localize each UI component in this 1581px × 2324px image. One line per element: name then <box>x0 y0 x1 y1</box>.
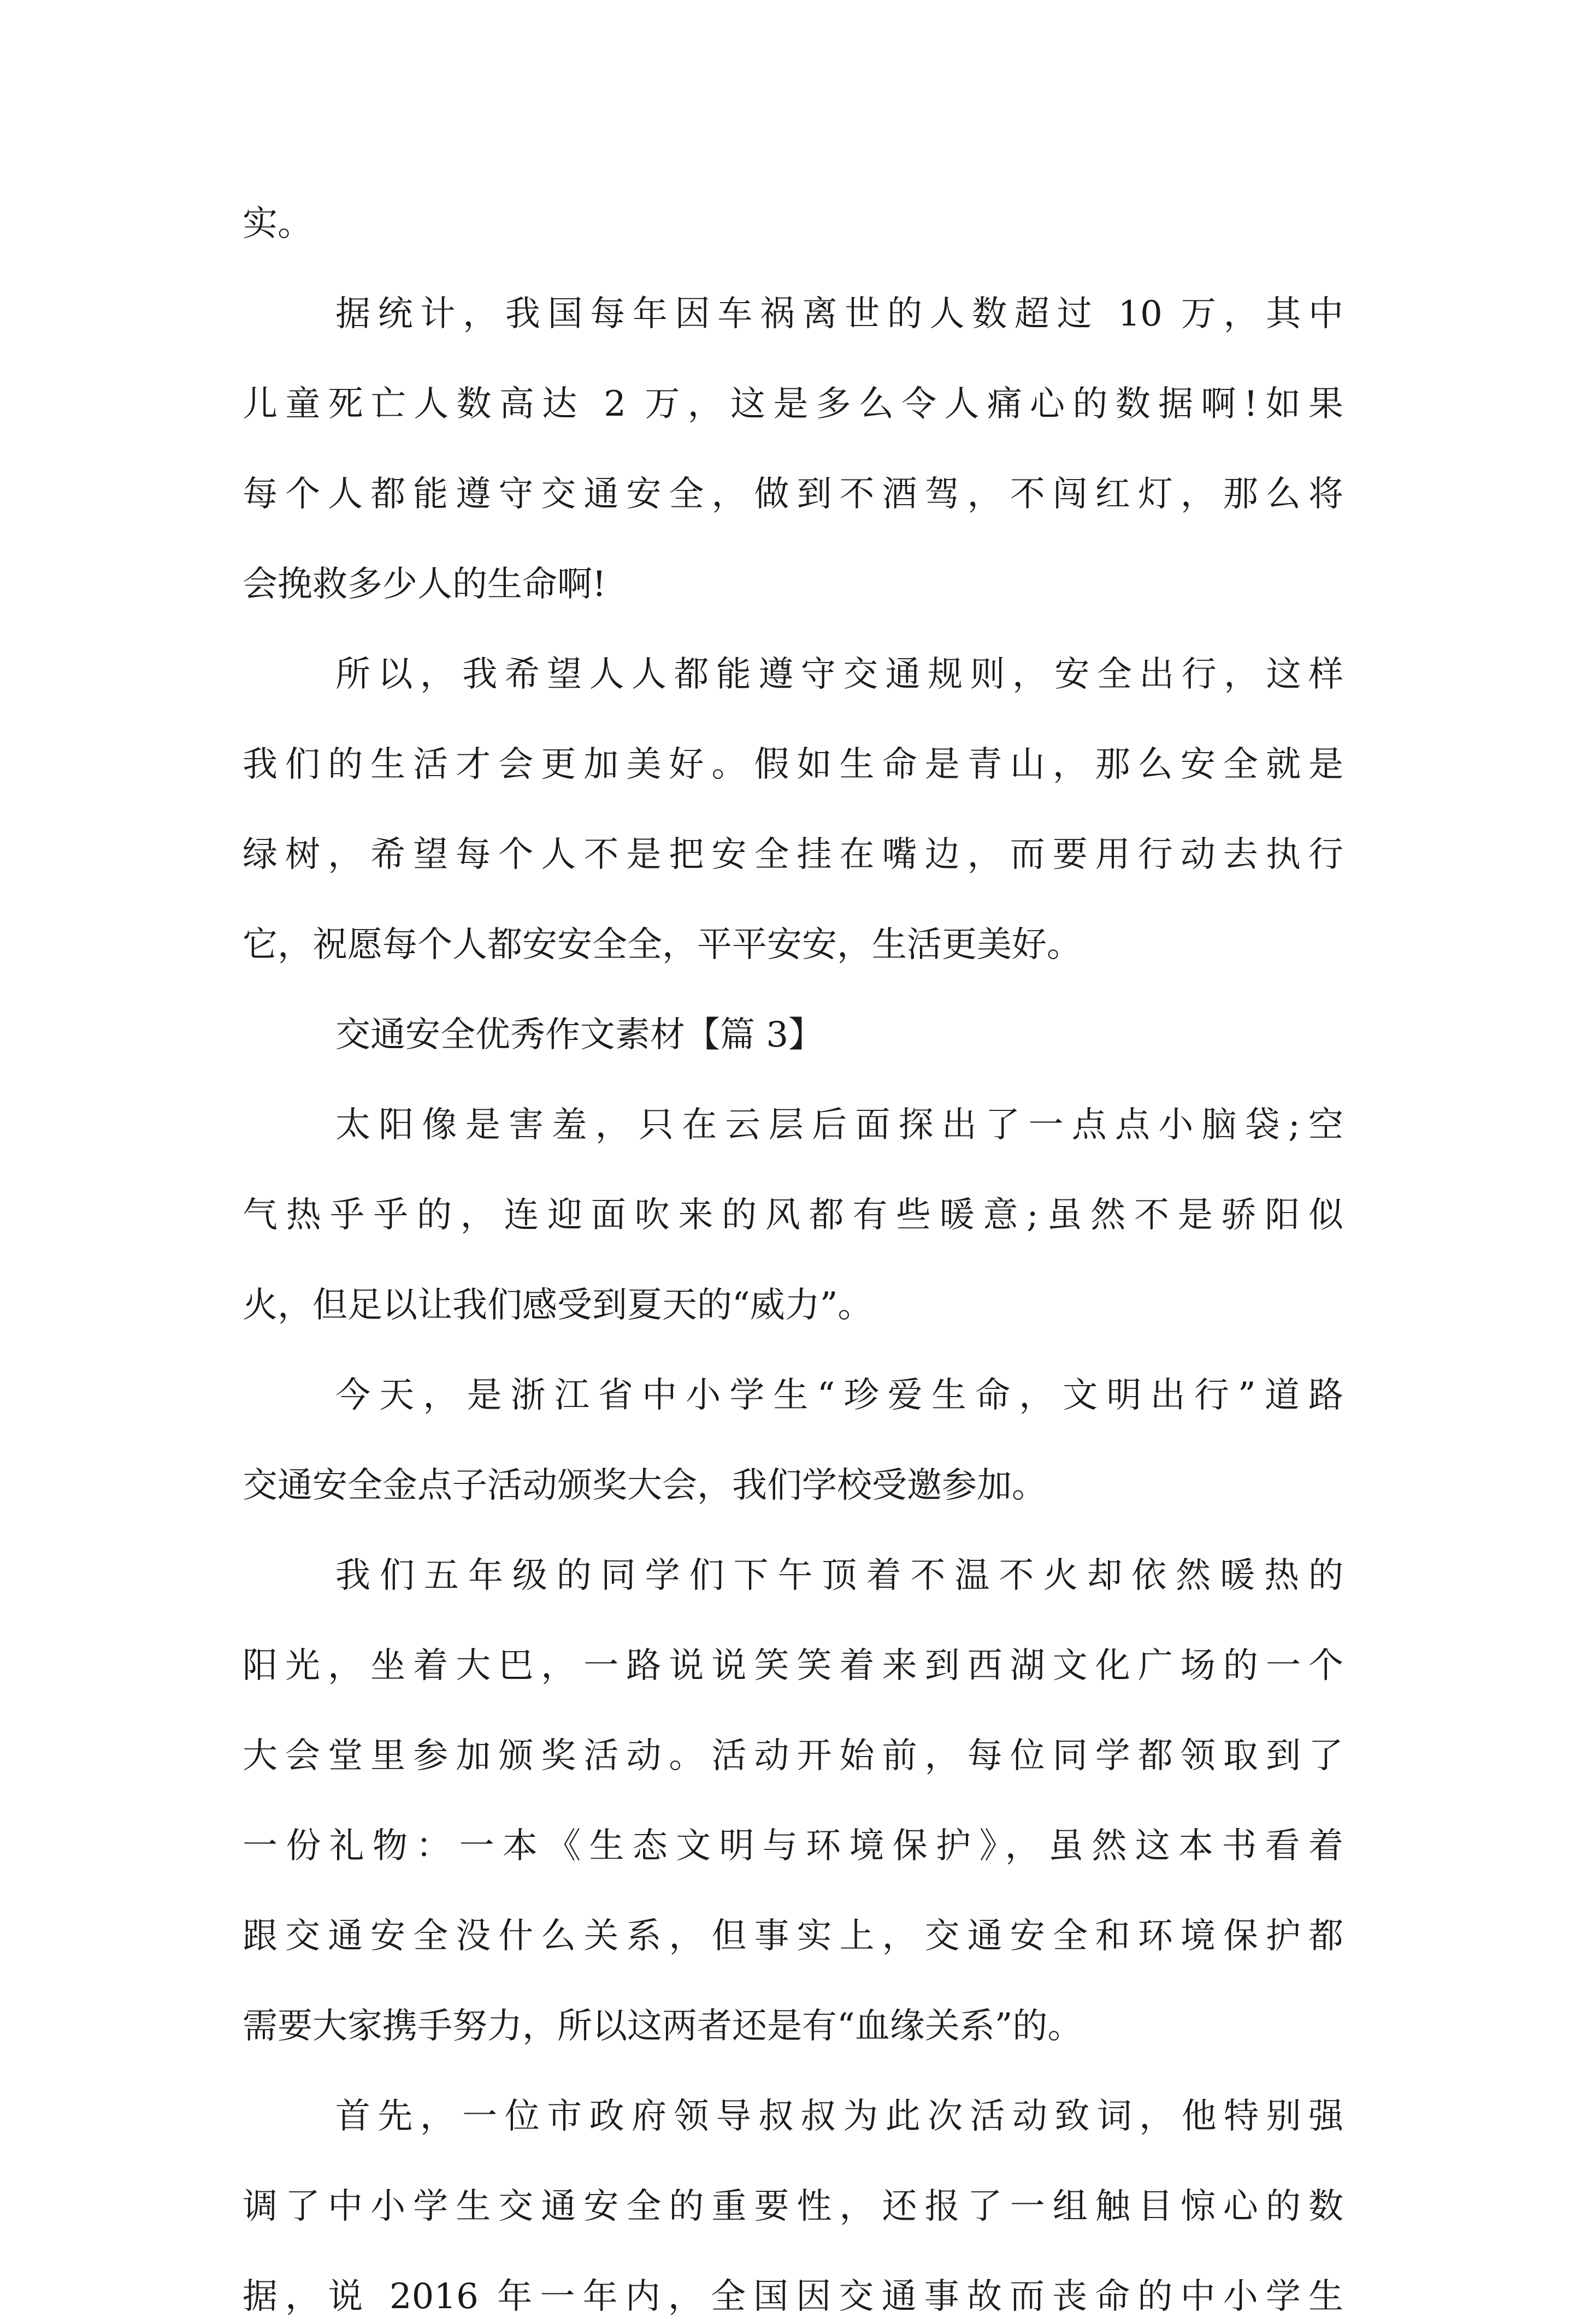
text-line: 儿童死亡人数高达 2 万，这是多么令人痛心的数据啊!如果 <box>243 384 1343 424</box>
text-line: 我们五年级的同学们下午顶着不温不火却依然暖热的 <box>335 1556 1343 1596</box>
text-line: 需要大家携手努力，所以这两者还是有“血缘关系”的。 <box>243 2006 1083 2047</box>
text-line: 据，说 2016 年一年内，全国因交通事故而丧命的中小学生 <box>243 2276 1343 2317</box>
text-line: 我们的生活才会更加美好。假如生命是青山，那么安全就是 <box>243 744 1343 785</box>
text-line: 会挽救多少人的生命啊! <box>243 564 606 605</box>
text-line: 太阳像是害羞，只在云层后面探出了一点点小脑袋;空 <box>335 1105 1343 1145</box>
text-line: 火，但足以让我们感受到夏天的“威力”。 <box>243 1285 873 1326</box>
text-line: 据统计，我国每年因车祸离世的人数超过 10 万，其中 <box>335 294 1343 334</box>
text-line: 跟交通安全没什么关系，但事实上，交通安全和环境保护都 <box>243 1916 1343 1956</box>
text-line: 一份礼物：一本《生态文明与环境保护》，虽然这本书看着 <box>243 1826 1343 1866</box>
text-line: 实。 <box>243 204 312 244</box>
text-line: 每个人都能遵守交通安全，做到不酒驾，不闯红灯，那么将 <box>243 474 1343 515</box>
text-line: 大会堂里参加颁奖活动。活动开始前，每位同学都领取到了 <box>243 1736 1343 1776</box>
text-line: 它，祝愿每个人都安安全全，平平安安，生活更美好。 <box>243 925 1082 965</box>
text-line: 交通安全金点子活动颁奖大会，我们学校受邀参加。 <box>243 1465 1047 1506</box>
text-line: 绿树，希望每个人不是把安全挂在嘴边，而要用行动去执行 <box>243 835 1343 875</box>
text-line: 首先，一位市政府领导叔叔为此次活动致词，他特别强 <box>335 2096 1343 2137</box>
text-line: 气热乎乎的，连迎面吹来的风都有些暖意;虽然不是骄阳似 <box>243 1195 1343 1235</box>
text-line: 调了中小学生交通安全的重要性，还报了一组触目惊心的数 <box>243 2186 1343 2227</box>
section-heading: 交通安全优秀作文素材【篇 3】 <box>335 1015 824 1055</box>
text-line: 阳光，坐着大巴，一路说说笑笑着来到西湖文化广场的一个 <box>243 1646 1343 1686</box>
text-line: 今天，是浙江省中小学生“珍爱生命，文明出行”道路 <box>335 1375 1343 1416</box>
text-line: 所以，我希望人人都能遵守交通规则，安全出行，这样 <box>335 654 1343 695</box>
